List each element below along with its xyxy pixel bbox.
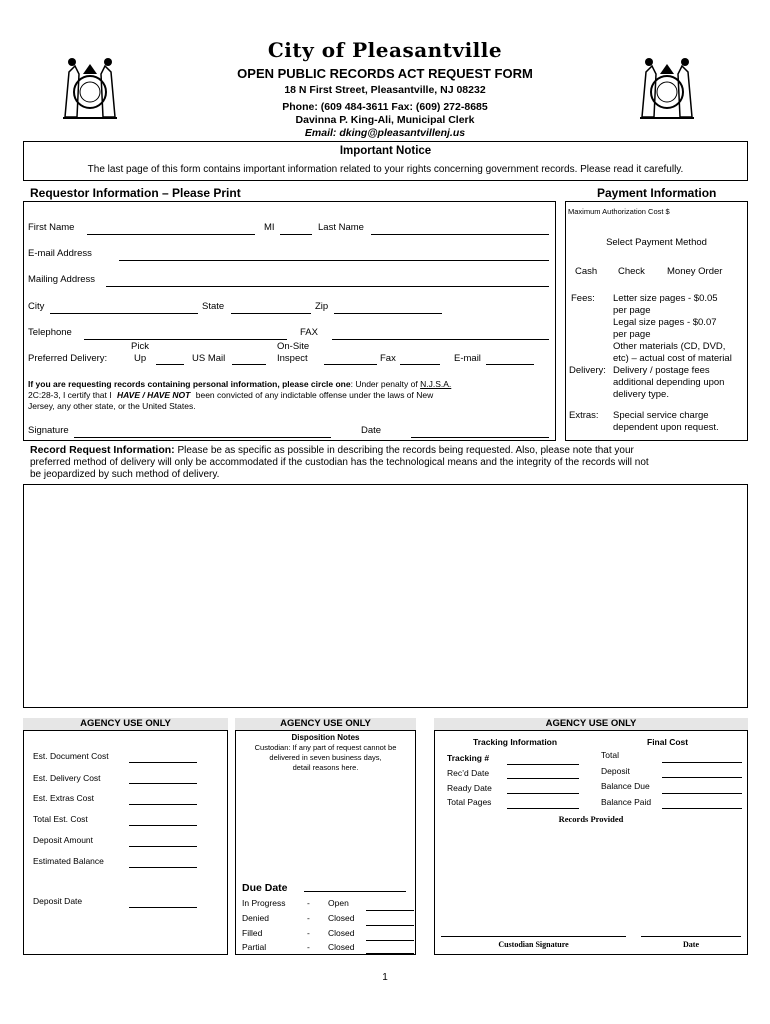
delivery-details: Delivery / postage fees additional depending upon delivery type. (613, 365, 725, 400)
telephone-field[interactable] (84, 339, 287, 340)
email-delivery-field[interactable] (486, 364, 534, 365)
telephone-label: Telephone (28, 327, 72, 338)
est-delivery-cost-label: Est. Delivery Cost (33, 773, 101, 783)
fax-delivery-label: Fax (380, 353, 396, 364)
zip-label: Zip (315, 301, 329, 312)
tracking-title: Tracking Information (473, 737, 558, 747)
status-filled: Filled (242, 928, 263, 938)
extras-details: Special service charge dependent upon request. (613, 410, 719, 433)
form-title: OPEN PUBLIC RECORDS ACT REQUEST FORM (237, 66, 533, 81)
record-request-textarea[interactable] (23, 484, 748, 708)
deposit-amount-label: Deposit Amount (33, 835, 94, 845)
certification-line-2: Jersey, any other state, or the United States. (28, 401, 196, 411)
est-document-cost-field[interactable] (129, 762, 197, 763)
mailing-field[interactable] (106, 286, 549, 287)
state-field[interactable] (231, 313, 311, 314)
payment-info-box (565, 201, 748, 441)
fax-field[interactable] (332, 339, 549, 340)
mi-field[interactable] (280, 234, 312, 235)
max-cost-label: Maximum Authorization Cost $ (568, 207, 670, 216)
recd-date-label: Rec’d Date (447, 768, 490, 778)
est-document-cost-label: Est. Document Cost (33, 751, 109, 761)
disposition-notes-box (235, 730, 416, 955)
total-pages-field[interactable] (507, 808, 579, 809)
delivery-label: Delivery: (569, 365, 606, 376)
custodian-signature-label: Custodian Signature (498, 940, 569, 949)
requestor-heading: Requestor Information – Please Print (30, 186, 241, 200)
estimated-balance-label: Estimated Balance (33, 856, 104, 866)
cash-option[interactable]: Cash (575, 266, 598, 277)
status-closed-2: Closed (328, 928, 355, 938)
fax-delivery-field[interactable] (400, 364, 440, 365)
status-dash: - (307, 913, 310, 923)
important-notice-box (23, 141, 748, 181)
last-name-label: Last Name (318, 222, 364, 233)
final-total-field[interactable] (662, 762, 742, 763)
preferred-delivery-label: Preferred Delivery: (28, 353, 108, 364)
record-request-instructions: Record Request Information: Please be as specific as possible in describing the records being requested. Also, please note that your preferred method of delivery will only be accommodated if the custodian has the technological means and the integrity of the records will not be jeopardized by such method of delivery. (30, 444, 649, 480)
status-partial: Partial (242, 942, 267, 952)
custodian-signature-field[interactable] (441, 936, 626, 937)
final-deposit-field[interactable] (662, 777, 742, 778)
status-open: Open (328, 898, 349, 908)
notice-title: Important Notice (339, 145, 432, 157)
extras-label: Extras: (569, 410, 599, 421)
status-dash: - (307, 898, 310, 908)
total-pages-label: Total Pages (447, 797, 492, 807)
usmail-field[interactable] (232, 364, 266, 365)
due-date-label: Due Date (242, 882, 288, 894)
tracking-number-label: Tracking # (447, 753, 490, 763)
state-label: State (202, 301, 225, 312)
final-cost-title: Final Cost (647, 737, 689, 747)
mi-label: MI (264, 222, 275, 233)
status-closed-3: Closed (328, 942, 355, 952)
address: 18 N First Street, Pleasantville, NJ 08232 (284, 84, 486, 96)
deposit-date-field[interactable] (129, 907, 197, 908)
phone-fax: Phone: (609 484-3611 Fax: (609) 272-8685 (282, 101, 488, 113)
fees-details: Letter size pages - $0.05 per page Legal size pages - $0.07 per page Other materials (CD, DVD, etc) – actual cost of material (613, 293, 732, 364)
status-dash: - (307, 942, 310, 952)
signature-field[interactable] (74, 437, 331, 438)
final-total-label: Total (601, 750, 619, 760)
city-title: City of Pleasantville (267, 38, 503, 62)
est-extras-cost-field[interactable] (129, 804, 197, 805)
usmail-label: US Mail (192, 353, 226, 364)
balance-due-label: Balance Due (601, 781, 650, 791)
last-name-field[interactable] (371, 234, 549, 235)
select-method-label: Select Payment Method (606, 237, 707, 248)
personal-info-notice: If you are requesting records containing personal information, please circle one: Under penalty of N.J.S.A. (28, 379, 452, 389)
clerk-name: Davinna P. King-Ali, Municipal Clerk (295, 114, 475, 126)
have-have-not-option[interactable]: HAVE / HAVE NOT (117, 390, 191, 400)
balance-due-field[interactable] (662, 793, 742, 794)
inspect-label: Inspect (277, 353, 308, 364)
custodian-date-field[interactable] (641, 936, 741, 937)
agency-costs-box (23, 730, 228, 955)
signature-label: Signature (28, 425, 69, 436)
fax-label: FAX (300, 327, 318, 338)
certification-line: 2C:28-3, I certify that I HAVE / HAVE NOT been convicted of any indictable offense under the laws of New (28, 390, 434, 400)
date-field[interactable] (411, 437, 549, 438)
disposition-line-1: Custodian: If any part of request cannot be (254, 743, 397, 752)
page-number: 1 (382, 972, 388, 983)
email-label: E-mail Address (28, 248, 92, 259)
inspect-field[interactable] (324, 364, 377, 365)
check-option[interactable]: Check (618, 266, 645, 277)
due-date-field[interactable] (304, 891, 406, 892)
requestor-info-box (23, 201, 556, 441)
status-closed-1: Closed (328, 913, 355, 923)
deposit-date-label: Deposit Date (33, 896, 83, 906)
clerk-email: Email: dking@pleasantvillenj.us (304, 127, 466, 139)
status-in-progress: In Progress (242, 898, 286, 908)
tracking-box (434, 730, 748, 955)
pickup-up-label: Up (134, 353, 147, 364)
deposit-amount-field[interactable] (129, 846, 197, 847)
notice-text: The last page of this form contains important information related to your rights concerning government records. Please read it carefully. (87, 164, 684, 175)
first-name-field[interactable] (87, 234, 255, 235)
disposition-line-3: detail reasons here. (292, 763, 359, 772)
disposition-notes-title: Disposition Notes (291, 733, 360, 742)
email-field[interactable] (119, 260, 549, 261)
status-closed-3-field[interactable] (366, 953, 414, 954)
fees-label: Fees: (571, 293, 595, 304)
first-name-label: First Name (28, 222, 75, 233)
records-provided-area[interactable] (441, 823, 741, 933)
city-field[interactable] (50, 313, 198, 314)
onsite-label: On-Site (277, 341, 310, 352)
zip-field[interactable] (334, 313, 442, 314)
balance-paid-label: Balance Paid (601, 797, 652, 807)
final-deposit-label: Deposit (601, 766, 630, 776)
status-closed-1-field[interactable] (366, 925, 414, 926)
custodian-date-label: Date (683, 940, 699, 949)
city-label: City (28, 301, 45, 312)
tracking-number-field[interactable] (507, 764, 579, 765)
status-dash: - (307, 928, 310, 938)
disposition-line-2: delivered in seven business days, (269, 753, 382, 762)
est-extras-cost-label: Est. Extras Cost (33, 793, 94, 803)
ready-date-label: Ready Date (447, 783, 492, 793)
agency-use-heading-2: AGENCY USE ONLY (235, 718, 416, 730)
money-order-option[interactable]: Money Order (667, 266, 723, 277)
pickup-field[interactable] (156, 364, 184, 365)
status-closed-2-field[interactable] (366, 940, 414, 941)
agency-use-heading-1: AGENCY USE ONLY (23, 718, 228, 730)
status-open-field[interactable] (366, 910, 414, 911)
estimated-balance-field[interactable] (129, 867, 197, 868)
est-delivery-cost-field[interactable] (129, 783, 197, 784)
status-denied: Denied (242, 913, 269, 923)
ready-date-field[interactable] (507, 793, 579, 794)
total-est-cost-field[interactable] (129, 825, 197, 826)
mailing-label: Mailing Address (28, 274, 96, 285)
records-provided-label: Records Provided (558, 814, 624, 824)
balance-paid-field[interactable] (662, 808, 742, 809)
recd-date-field[interactable] (507, 778, 579, 779)
date-label: Date (361, 425, 382, 436)
pick-label: Pick (131, 341, 149, 352)
email-delivery-label: E-mail (454, 353, 481, 364)
agency-use-heading-3: AGENCY USE ONLY (434, 718, 748, 730)
total-est-cost-label: Total Est. Cost (33, 814, 88, 824)
payment-heading: Payment Information (597, 186, 717, 200)
